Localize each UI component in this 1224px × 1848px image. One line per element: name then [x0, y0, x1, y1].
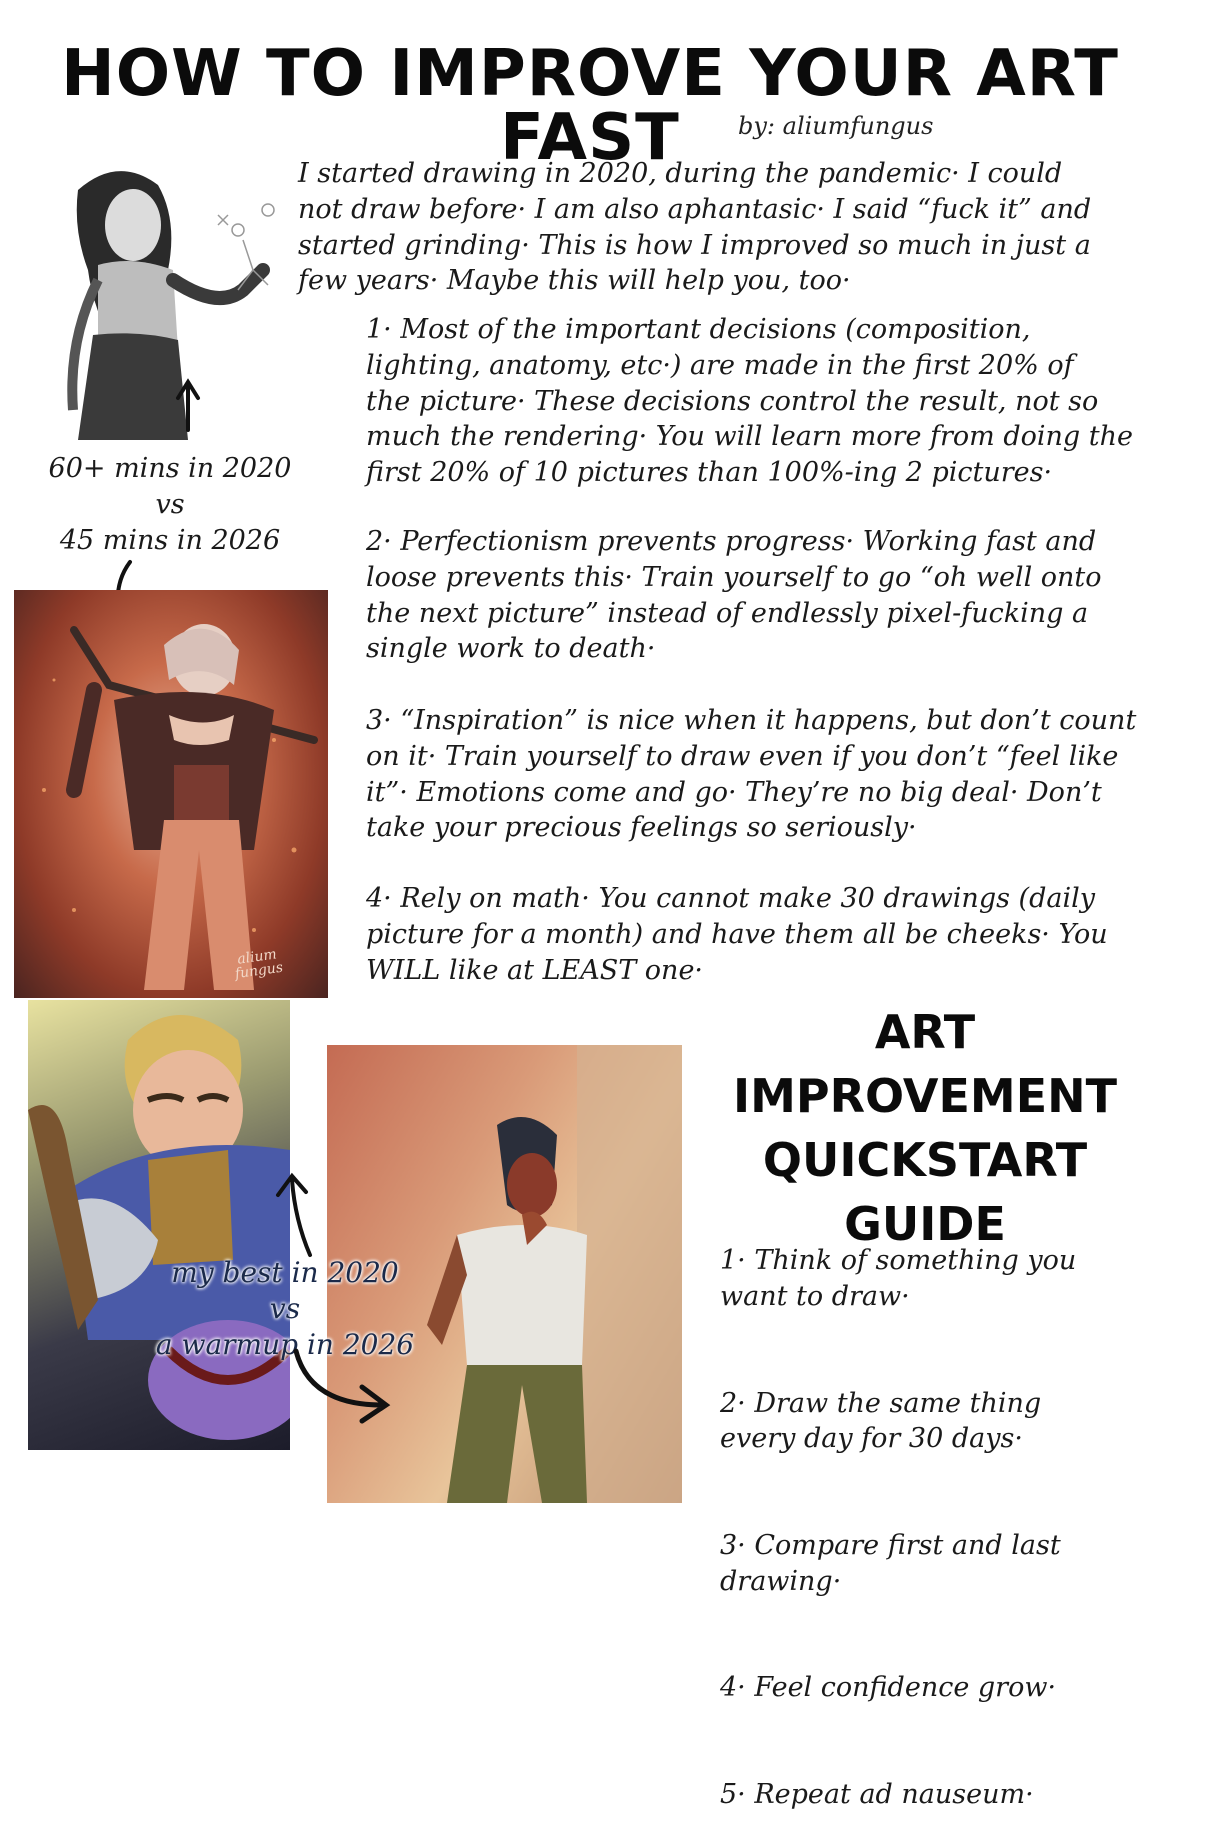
artwork-2020-knight	[28, 1000, 290, 1450]
page-title: HOW TO IMPROVE YOUR ART FAST	[61, 37, 1119, 175]
intro-paragraph: I started drawing in 2020, during the pandemic· I could not draw before· I am also aphantasic· I said “fuck it” and started grinding· This is how I improved so much in just a few years· Maybe this will help you, too·	[298, 158, 1092, 297]
sketch-woman-illustration	[38, 160, 278, 445]
arrow-right-icon	[290, 1345, 400, 1425]
guide-step: 2· Draw the same thing every day for 30 days·	[720, 1387, 1042, 1455]
guide-steps-list	[720, 1172, 1160, 1848]
guide-step: 3· Compare first and last drawing·	[720, 1529, 1061, 1597]
comparison-caption-time: 60+ mins in 2020 vs 45 mins in 2026	[48, 453, 292, 556]
guide-step: 4· Feel confidence grow·	[720, 1672, 1057, 1704]
artist-watermark: alium fungus	[233, 946, 285, 983]
tip-1: 1· Most of the important decisions (composition, lighting, anatomy, etc·) are made in the first 20% of the picture· These decisions control the result, not so much the rendering· You will learn more from doing the first 20% of 10 pictures than 100%-ing 2 pictures·	[366, 314, 1134, 489]
comparison-caption-best: my best in 2020 vs a warmup in 2026	[155, 1256, 415, 1361]
tip-3: 3· “Inspiration” is nice when it happens, but don’t count on it· Train yourself to draw even if you don’t “feel like it”· Emotions come and go· They’re no big deal· Don’t take your precious feelings so seriously·	[366, 705, 1137, 844]
knight-illustration	[28, 1000, 290, 1450]
author-byline: by: aliumfungus	[738, 112, 934, 140]
guide-step: 1· Think of something you want to draw·	[720, 1245, 1077, 1312]
artwork-2020-sketch	[38, 160, 278, 445]
guide-step: 5· Repeat ad nauseum·	[720, 1779, 1034, 1811]
fire-warrior-illustration	[14, 590, 328, 998]
artwork-2026-fire-warrior	[14, 590, 328, 998]
arrow-up-icon	[270, 1170, 320, 1260]
guide-title: ART IMPROVEMENT QUICKSTART GUIDE	[733, 1005, 1117, 1251]
tip-2: 2· Perfectionism prevents progress· Working fast and loose prevents this· Train yourself to go “oh well onto the next picture” instead of endlessly pixel-fucking a single work to death·	[366, 526, 1102, 665]
tip-4: 4· Rely on math· You cannot make 30 drawings (daily picture for a month) and have them all be cheeks· You WILL like at LEAST one·	[366, 883, 1108, 986]
